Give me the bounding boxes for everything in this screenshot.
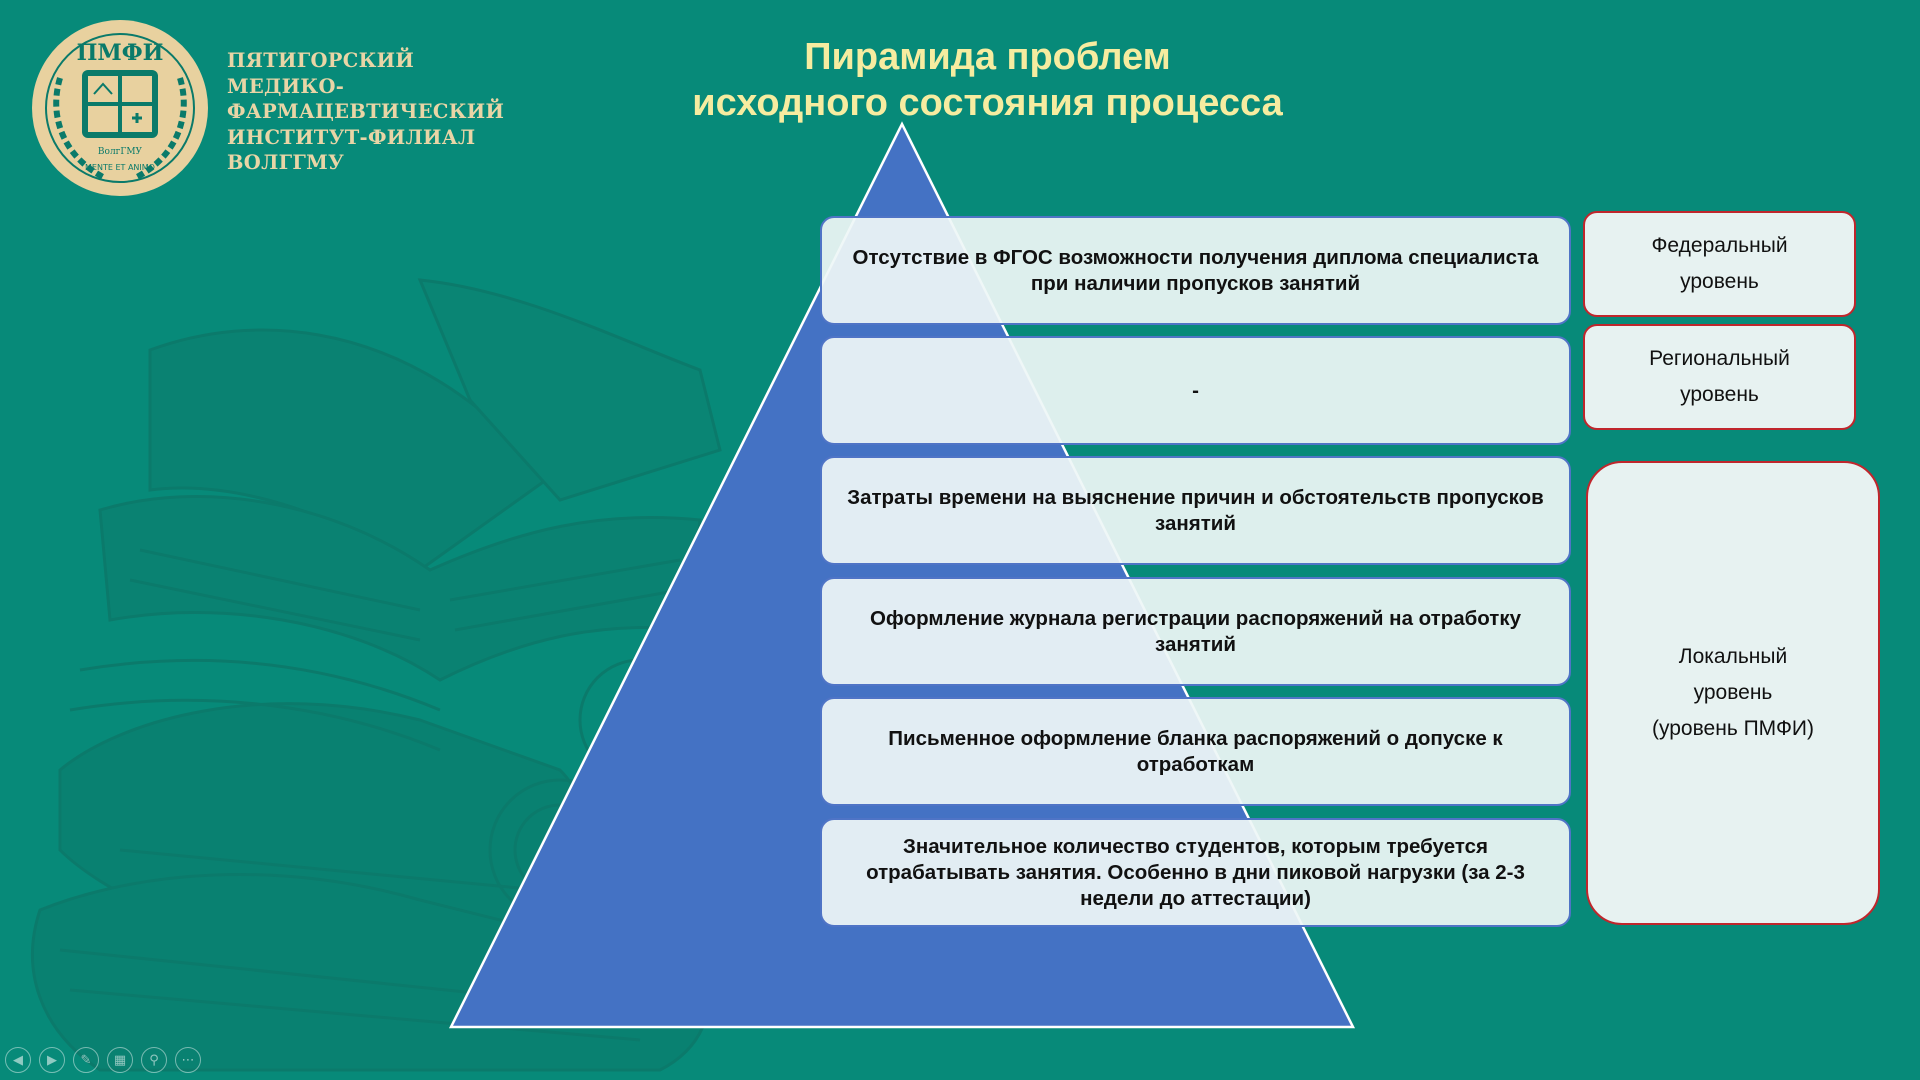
level-regional-box — [1583, 324, 1856, 430]
institute-name-line: ПЯТИГОРСКИЙ — [227, 49, 415, 72]
level-label: (уровень ПМФИ) — [1652, 717, 1814, 740]
level-label: Локальный — [1678, 645, 1788, 668]
pen-icon[interactable]: ✎ — [73, 1047, 99, 1073]
level-federal-box — [1583, 211, 1856, 317]
level-label: уровень — [1680, 270, 1759, 293]
institute-name-line: ИНСТИТУТ-ФИЛИАЛ — [227, 125, 476, 149]
logo-emblem-small: ВолгГМУ — [97, 147, 143, 157]
problem-text: - — [1192, 378, 1199, 402]
problem-box-5 — [820, 697, 1571, 806]
level-label: Федеральный — [1651, 234, 1788, 257]
level-label: уровень — [1680, 383, 1759, 406]
problem-text: Письменное оформление бланка распоряжений о допуске к отработкам — [888, 726, 1503, 776]
prev-icon[interactable]: ◀ — [5, 1047, 31, 1073]
problem-text: Оформление журнала регистрации распоряжений на отработку занятий — [869, 606, 1522, 656]
problem-box-2 — [820, 336, 1571, 445]
level-label: Региональный — [1649, 347, 1790, 370]
slides-icon[interactable]: ▦ — [107, 1047, 133, 1073]
problem-text: Значительное количество студентов, которым требуется отрабатывать занятия. Особенно в дни пиковой нагрузки (за 2-3 недели до аттестации) — [866, 834, 1525, 910]
slide-title-line1: Пирамида проблем — [804, 36, 1171, 78]
problem-text: Затраты времени на выяснение причин и обстоятельств пропусков занятий — [847, 485, 1544, 535]
level-local-box — [1586, 461, 1880, 925]
institute-name-line: МЕДИКО- — [227, 74, 345, 98]
problem-box-1 — [820, 216, 1571, 325]
next-icon[interactable]: ▶ — [39, 1047, 65, 1073]
institute-name-line: ВОЛГГМУ — [227, 151, 345, 174]
logo-motto: MENTE ET ANIMO — [85, 163, 155, 172]
more-icon[interactable]: ⋯ — [175, 1047, 201, 1073]
problem-box-4 — [820, 577, 1571, 686]
institute-name-line: ФАРМАЦЕВТИЧЕСКИЙ — [227, 100, 505, 123]
logo-emblem-text: ПМФИ — [76, 40, 164, 66]
level-label: уровень — [1693, 681, 1773, 704]
problem-box-6 — [820, 818, 1571, 927]
slide-title-line2: исходного состояния процесса — [692, 82, 1283, 124]
problem-box-3 — [820, 456, 1571, 565]
slideshow-controls — [5, 1047, 201, 1073]
zoom-icon[interactable]: ⚲ — [141, 1047, 167, 1073]
problem-text: Отсутствие в ФГОС возможности получения диплома специалиста при наличии пропусков занятий — [852, 245, 1539, 295]
